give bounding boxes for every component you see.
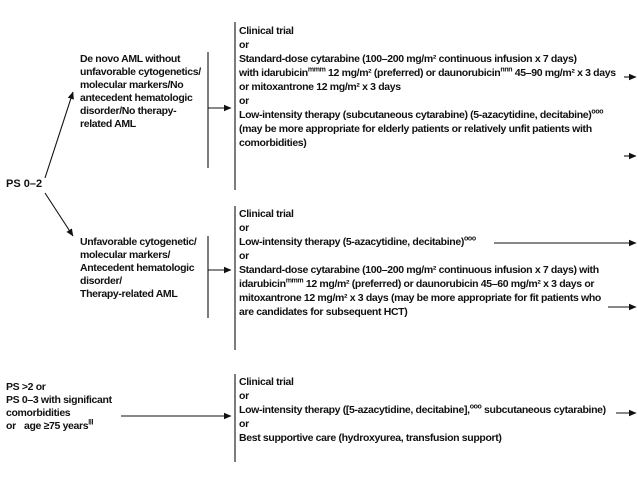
branch1-condition-line: antecedent hematologic — [80, 92, 193, 104]
branch1-option-line: or — [239, 39, 249, 51]
branch3-option-line: Best supportive care (hydroxyurea, transfusion support) — [239, 432, 502, 444]
branch1-option-line: or mitoxantrone 12 mg/m² x 3 days — [239, 81, 401, 93]
branch2-condition-line: molecular markers/ — [80, 249, 171, 261]
branch1-option-line: Standard-dose cytarabine (100–200 mg/m² continuous infusion x 7 days) — [239, 53, 577, 65]
branch1-option-line: with idarubicin$^{mmm}$ 12 mg/m² (preferred) or daunorubicin$^{nnn}$ 45–90 mg/m² x 3 days — [239, 66, 616, 79]
branch1-option-line: (may be more appropriate for elderly patients or relatively unfit patients with — [239, 123, 592, 135]
root-label: PS 0–2 — [6, 178, 43, 190]
branch1-condition-line: disorder/No therapy- — [80, 105, 177, 117]
branch3-condition-line: age ≥75 years$^{lll}$ — [24, 419, 94, 432]
root-to-branch1-arrow — [45, 92, 73, 178]
branch1-condition-line: molecular markers/No — [80, 79, 184, 91]
branch1-option-line: or — [239, 95, 249, 107]
branch2-condition-line: Unfavorable cytogenetic/ — [80, 236, 197, 248]
branch1-condition-line: related AML — [80, 118, 136, 130]
branch2-condition-line: Therapy-related AML — [80, 288, 178, 300]
branch1-option-line: Clinical trial — [239, 25, 294, 37]
branch3-option-line: Low-intensity therapy ([5-azacytidine, decitabine],$^{ooo}$ subcutaneous cytarabine) — [239, 403, 606, 416]
branch1-option-line: Low-intensity therapy (subcutaneous cytarabine) (5-azacytidine, decitabine)$^{ooo}$ — [239, 108, 604, 121]
branch1-condition-line: De novo AML without — [80, 53, 181, 65]
branch2-option-line: idarubicin$^{mmm}$ 12 mg/m² (preferred) or daunorubicin 45–60 mg/m² x 3 days or — [239, 277, 595, 290]
branch3-condition-line: comorbidities — [6, 407, 71, 419]
branch2-option-line: are candidates for subsequent HCT) — [239, 306, 408, 318]
branch2-option-line: Standard-dose cytarabine (100–200 mg/m² continuous infusion x 7 days) with — [239, 264, 599, 276]
branch3-option-line: or — [239, 390, 249, 402]
branch3-condition-line: PS 0–3 with significant — [6, 394, 112, 406]
branch3-option-line: Clinical trial — [239, 376, 294, 388]
branch3-option-line: or — [239, 418, 249, 430]
branch2-option-line: or — [239, 222, 249, 234]
branch1-condition-line: unfavorable cytogenetics/ — [80, 66, 201, 78]
branch2-option-line: mitoxantrone 12 mg/m² x 3 days (may be more appropriate for fit patients who — [239, 292, 601, 304]
root-to-branch2-arrow — [45, 193, 73, 236]
branch1-option-line: comorbidities) — [239, 137, 307, 149]
branch3-condition-line: or — [6, 420, 16, 432]
branch3-condition-line: PS >2 or — [6, 381, 46, 393]
branch2-condition-line: Antecedent hematologic — [80, 262, 195, 274]
branch2-option-line: Low-intensity therapy (5-azacytidine, decitabine)$^{ooo}$ — [239, 235, 476, 248]
branch2-option-line: Clinical trial — [239, 208, 294, 220]
branch2-option-line: or — [239, 250, 249, 262]
branch2-condition-line: disorder/ — [80, 275, 122, 287]
